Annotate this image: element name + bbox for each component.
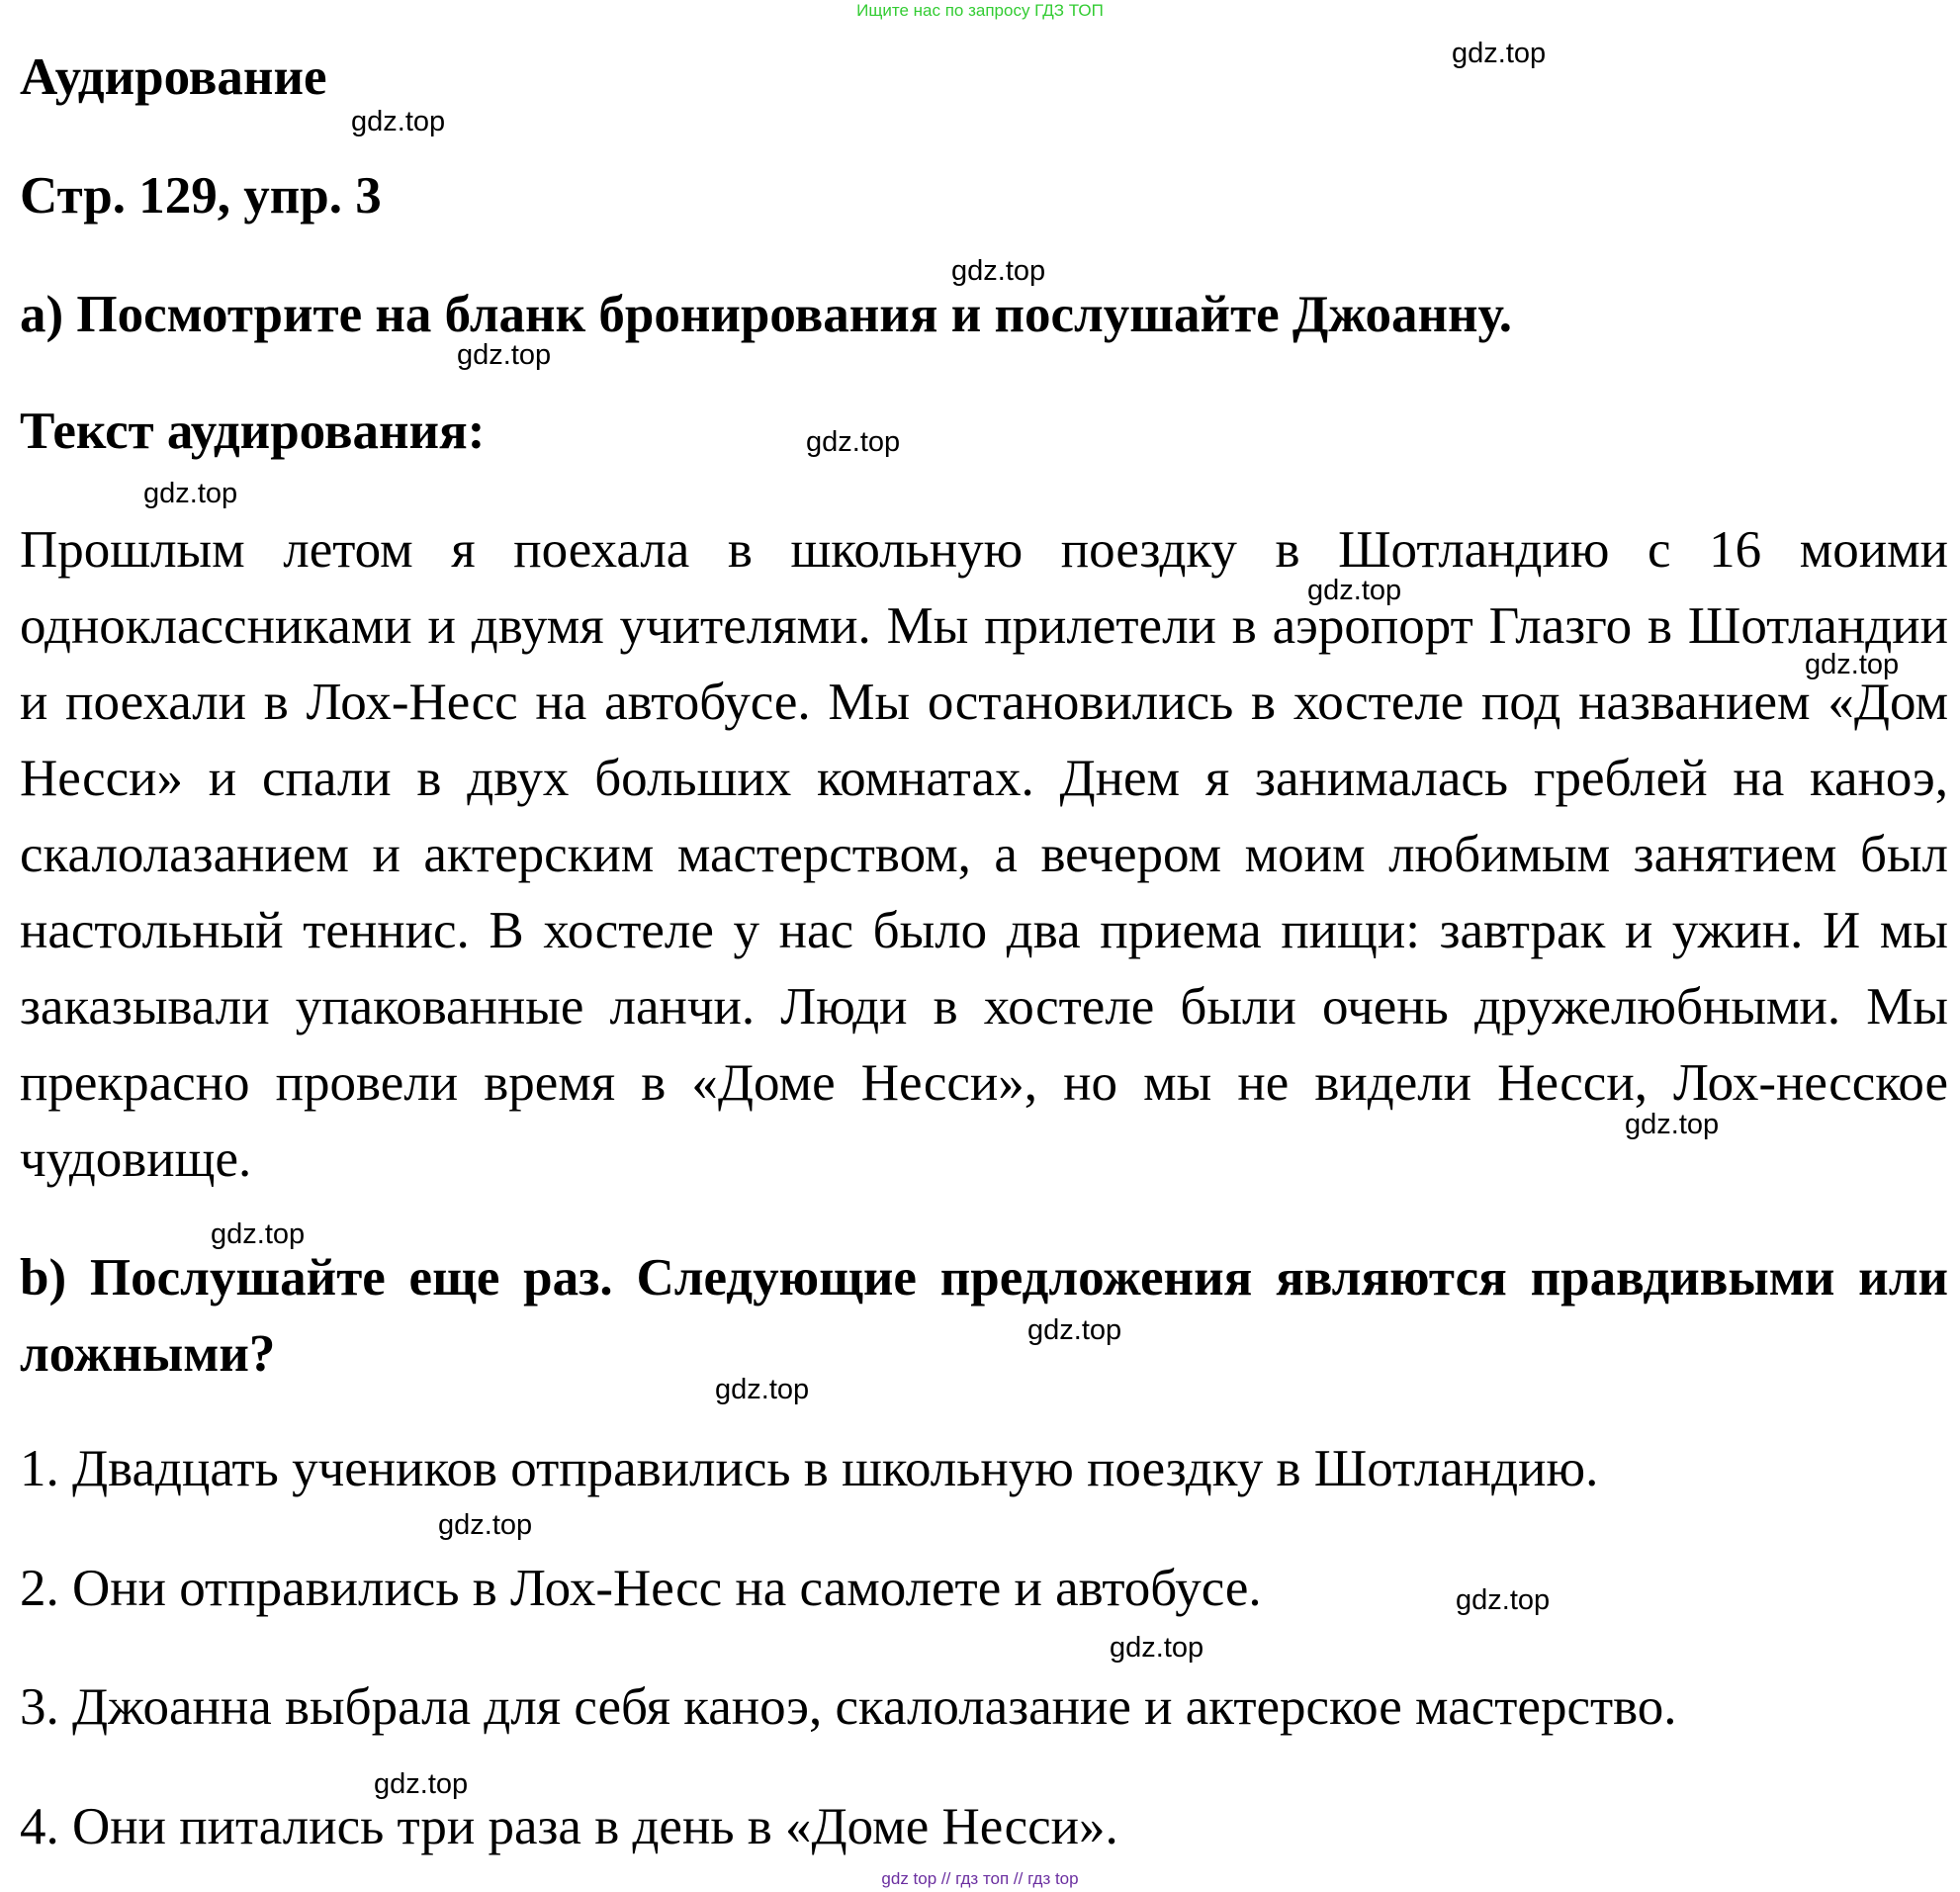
watermark: gdz.top [1805,649,1900,680]
section-title: Аудирование [20,48,327,106]
statement-3: 3. Джоанна выбрала для себя каноэ, скалолазание и актерское мастерство. [20,1678,1677,1736]
watermark: gdz.top [211,1218,306,1250]
watermark: gdz.top [1027,1314,1122,1346]
watermark: gdz.top [351,106,446,137]
footer-banner: gdz top // гдз топ // гдз top [881,1869,1079,1888]
watermark: gdz.top [951,255,1046,287]
watermark: gdz.top [715,1374,810,1405]
watermark: gdz.top [1307,575,1402,606]
task-a-instruction: a) Посмотрите на бланк бронирования и послушайте Джоанну. [20,286,1512,343]
listening-text: Прошлым летом я поехала в школьную поездку в Шотландию с 16 моими одноклассниками и двумя учителями. Мы прилетели в аэропорт Глазго в Шотландии и поехали в Лох-Несс на автобусе. Мы остановились в хостеле под названием «Дом Несси» и спали в двух больших комнатах. Днем я занималась греблей на каноэ, скалолазанием и актерским мастерством, а вечером моим любимым занятием был настольный теннис. В хостеле у нас было два приема пищи: завтрак и ужин. И мы заказывали упакованные ланчи. Люди в хостеле были очень дружелюбными. Мы прекрасно провели время в «Доме Несси», но мы не видели Несси, Лох-несское чудовище. [20,521,1948,1188]
statement-4: 4. Они питались три раза в день в «Доме Несси». [20,1798,1118,1855]
watermark: gdz.top [806,426,901,458]
exercise-reference: Стр. 129, упр. 3 [20,167,382,225]
statement-1: 1. Двадцать учеников отправились в школьную поездку в Шотландию. [20,1440,1599,1497]
watermark: gdz.top [143,478,238,509]
listening-text-label: Текст аудирования: [20,403,486,460]
watermark: gdz.top [1456,1584,1551,1616]
statement-2: 2. Они отправились в Лох-Несс на самолете и автобусе. [20,1560,1262,1617]
watermark: gdz.top [1625,1109,1720,1140]
task-b-instruction: b) Послушайте еще раз. Следующие предложения являются правдивыми или ложными? [20,1249,1948,1383]
watermark: gdz.top [457,339,552,371]
watermark: gdz.top [1452,38,1547,69]
watermark: gdz.top [1110,1632,1204,1664]
top-banner: Ищите нас по запросу ГДЗ ТОП [856,1,1104,20]
watermark: gdz.top [374,1768,469,1800]
watermark: gdz.top [438,1509,533,1541]
